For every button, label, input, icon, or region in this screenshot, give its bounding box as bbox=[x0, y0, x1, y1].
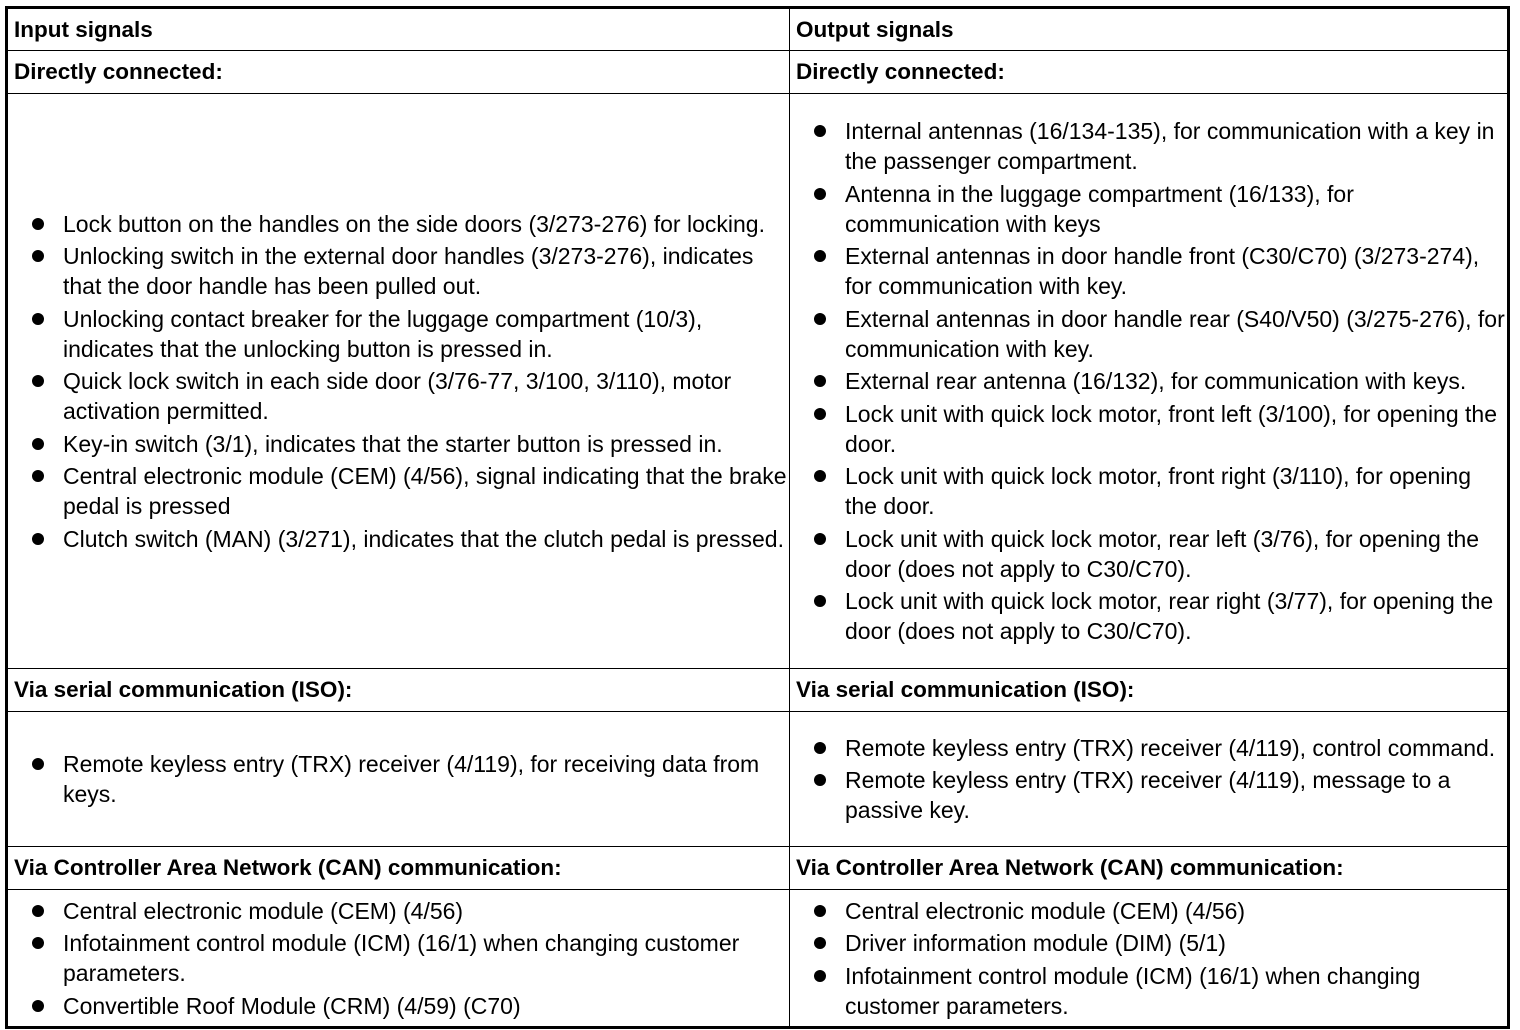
list-item: Remote keyless entry (TRX) receiver (4/119), message to a passive key. bbox=[790, 765, 1507, 825]
list-item: Lock unit with quick lock motor, front right (3/110), for opening the door. bbox=[790, 461, 1507, 521]
output-list bbox=[790, 116, 1507, 646]
list-item: Convertible Roof Module (CRM) (4/59) (C70) bbox=[8, 991, 789, 1021]
section-title-row bbox=[7, 669, 1509, 712]
section-title-row bbox=[7, 51, 1509, 94]
output-list-cell bbox=[790, 94, 1509, 669]
list-item: Driver information module (DIM) (5/1) bbox=[790, 928, 1507, 958]
list-item: Lock button on the handles on the side doors (3/273-276) for locking. bbox=[8, 209, 789, 239]
output-signals-heading: Output signals bbox=[790, 8, 1509, 51]
output-list-cell bbox=[790, 712, 1509, 847]
list-item: External rear antenna (16/132), for communication with keys. bbox=[790, 366, 1507, 396]
section-body-row bbox=[7, 94, 1509, 669]
list-item: Central electronic module (CEM) (4/56), signal indicating that the brake pedal is pressed bbox=[8, 461, 789, 521]
input-section-title: Via serial communication (ISO): bbox=[7, 669, 790, 712]
list-item: Clutch switch (MAN) (3/271), indicates that the clutch pedal is pressed. bbox=[8, 524, 789, 554]
list-item: Lock unit with quick lock motor, rear right (3/77), for opening the door (does not apply to C30/C70). bbox=[790, 586, 1507, 646]
list-item: Remote keyless entry (TRX) receiver (4/119), for receiving data from keys. bbox=[8, 749, 789, 809]
input-list-cell bbox=[7, 890, 790, 1028]
list-item: Quick lock switch in each side door (3/76-77, 3/100, 3/110), motor activation permitted. bbox=[8, 366, 789, 426]
input-list bbox=[8, 749, 789, 809]
output-list bbox=[790, 896, 1507, 1021]
list-item: Internal antennas (16/134-135), for communication with a key in the passenger compartment. bbox=[790, 116, 1507, 176]
section-body-row bbox=[7, 712, 1509, 847]
input-list bbox=[8, 896, 789, 1021]
list-item: Lock unit with quick lock motor, front left (3/100), for opening the door. bbox=[790, 399, 1507, 459]
list-item: Antenna in the luggage compartment (16/133), for communication with keys bbox=[790, 179, 1507, 239]
output-section-title: Via Controller Area Network (CAN) communication: bbox=[790, 847, 1509, 890]
input-list bbox=[8, 209, 789, 554]
input-list-cell bbox=[7, 94, 790, 669]
list-item: Remote keyless entry (TRX) receiver (4/119), control command. bbox=[790, 733, 1507, 763]
section-body-row bbox=[7, 890, 1509, 1028]
list-item: Lock unit with quick lock motor, rear left (3/76), for opening the door (does not apply to C30/C70). bbox=[790, 524, 1507, 584]
list-item: External antennas in door handle front (C30/C70) (3/273-274), for communication with key. bbox=[790, 241, 1507, 301]
list-item: Central electronic module (CEM) (4/56) bbox=[8, 896, 789, 926]
list-item: Infotainment control module (ICM) (16/1) when changing customer parameters. bbox=[8, 928, 789, 988]
list-item: External antennas in door handle rear (S40/V50) (3/275-276), for communication with key. bbox=[790, 304, 1507, 364]
list-item: Unlocking contact breaker for the luggage compartment (10/3), indicates that the unlocking button is pressed in. bbox=[8, 304, 789, 364]
input-signals-heading: Input signals bbox=[7, 8, 790, 51]
list-item: Unlocking switch in the external door handles (3/273-276), indicates that the door handle has been pulled out. bbox=[8, 241, 789, 301]
output-section-title: Via serial communication (ISO): bbox=[790, 669, 1509, 712]
list-item: Key-in switch (3/1), indicates that the starter button is pressed in. bbox=[8, 429, 789, 459]
output-section-title: Directly connected: bbox=[790, 51, 1509, 94]
signals-table-container bbox=[5, 6, 1507, 1024]
output-list-cell bbox=[790, 890, 1509, 1028]
header-row bbox=[7, 8, 1509, 51]
section-title-row bbox=[7, 847, 1509, 890]
input-section-title: Via Controller Area Network (CAN) communication: bbox=[7, 847, 790, 890]
input-list-cell bbox=[7, 712, 790, 847]
list-item: Central electronic module (CEM) (4/56) bbox=[790, 896, 1507, 926]
list-item: Infotainment control module (ICM) (16/1) when changing customer parameters. bbox=[790, 961, 1507, 1021]
signals-table bbox=[5, 6, 1510, 1029]
output-list bbox=[790, 733, 1507, 826]
input-section-title: Directly connected: bbox=[7, 51, 790, 94]
